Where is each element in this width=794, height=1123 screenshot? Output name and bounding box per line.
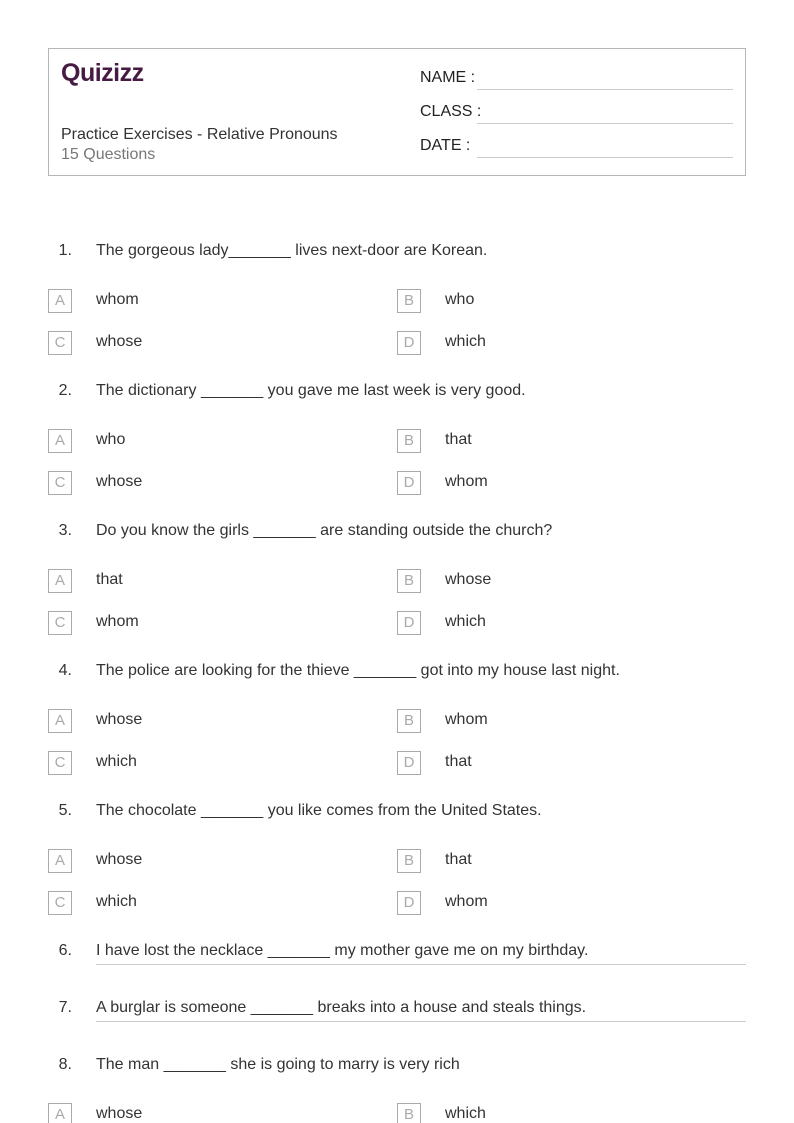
option-text[interactable]: which	[445, 1105, 486, 1122]
option-text[interactable]: which	[445, 333, 486, 350]
option-text[interactable]: whose	[96, 851, 143, 868]
question-text: I have lost the necklace _______ my mother gave me on my birthday.	[96, 942, 589, 959]
option-letter-box[interactable]: D	[397, 751, 421, 775]
option-letter-box[interactable]: C	[48, 891, 72, 915]
option-text[interactable]: which	[445, 613, 486, 630]
option-text[interactable]: whom	[96, 291, 139, 308]
option-text[interactable]: which	[96, 753, 137, 770]
question-number: 8.	[58, 1056, 72, 1073]
option-text[interactable]: who	[445, 291, 475, 308]
question-text: The police are looking for the thieve _______ got into my house last night.	[96, 662, 620, 679]
option-letter-box[interactable]: D	[397, 471, 421, 495]
option-letter-box[interactable]: B	[397, 429, 421, 453]
question-number: 2.	[58, 382, 72, 399]
option-letter-box[interactable]: D	[397, 891, 421, 915]
option-text[interactable]: whose	[96, 1105, 143, 1122]
option-letter-box[interactable]: C	[48, 611, 72, 635]
option-text[interactable]: that	[445, 431, 472, 448]
name-input-line[interactable]	[477, 89, 733, 90]
option-letter-box[interactable]: D	[397, 331, 421, 355]
option-text[interactable]: whom	[445, 893, 488, 910]
option-letter-box[interactable]: A	[48, 569, 72, 593]
option-text[interactable]: whom	[96, 613, 139, 630]
worksheet-header	[48, 48, 746, 176]
option-letter-box[interactable]: A	[48, 709, 72, 733]
option-letter-box[interactable]: A	[48, 1103, 72, 1123]
question-number: 4.	[58, 662, 72, 679]
option-letter-box[interactable]: A	[48, 429, 72, 453]
date-input-line[interactable]	[477, 157, 733, 158]
option-text[interactable]: that	[445, 753, 472, 770]
option-text[interactable]: who	[96, 431, 126, 448]
question-count: 15 Questions	[61, 146, 156, 163]
option-text[interactable]: that	[96, 571, 123, 588]
option-letter-box[interactable]: A	[48, 289, 72, 313]
question-text: The chocolate _______ you like comes from the United States.	[96, 802, 542, 819]
option-text[interactable]: whose	[96, 711, 143, 728]
question-number: 6.	[58, 942, 72, 959]
option-letter-box[interactable]: B	[397, 289, 421, 313]
option-text[interactable]: whose	[96, 333, 143, 350]
option-text[interactable]: which	[96, 893, 137, 910]
option-letter-box[interactable]: B	[397, 709, 421, 733]
question-text: The dictionary _______ you gave me last week is very good.	[96, 382, 526, 399]
option-text[interactable]: whom	[445, 473, 488, 490]
question-number: 1.	[58, 242, 72, 259]
worksheet-title: Practice Exercises - Relative Pronouns	[61, 126, 338, 143]
question-text: The man _______ she is going to marry is very rich	[96, 1056, 460, 1073]
question-number: 3.	[58, 522, 72, 539]
option-letter-box[interactable]: B	[397, 1103, 421, 1123]
question-number: 7.	[58, 999, 72, 1016]
option-letter-box[interactable]: C	[48, 751, 72, 775]
answer-line[interactable]	[96, 1021, 746, 1022]
option-text[interactable]: whom	[445, 711, 488, 728]
answer-line[interactable]	[96, 964, 746, 965]
option-letter-box[interactable]: D	[397, 611, 421, 635]
quizizz-logo: Quizizz	[61, 59, 144, 87]
option-letter-box[interactable]: C	[48, 471, 72, 495]
question-text: A burglar is someone _______ breaks into a house and steals things.	[96, 999, 587, 1016]
date-label: DATE :	[420, 137, 471, 154]
question-number: 5.	[58, 802, 72, 819]
option-letter-box[interactable]: B	[397, 849, 421, 873]
option-letter-box[interactable]: A	[48, 849, 72, 873]
question-text: Do you know the girls _______ are standing outside the church?	[96, 522, 553, 539]
option-text[interactable]: that	[445, 851, 472, 868]
option-text[interactable]: whose	[96, 473, 143, 490]
option-text[interactable]: whose	[445, 571, 492, 588]
option-letter-box[interactable]: C	[48, 331, 72, 355]
name-label: NAME :	[420, 69, 476, 86]
question-text: The gorgeous lady_______ lives next-door are Korean.	[96, 242, 488, 259]
class-label: CLASS :	[420, 103, 482, 120]
class-input-line[interactable]	[477, 123, 733, 124]
option-letter-box[interactable]: B	[397, 569, 421, 593]
